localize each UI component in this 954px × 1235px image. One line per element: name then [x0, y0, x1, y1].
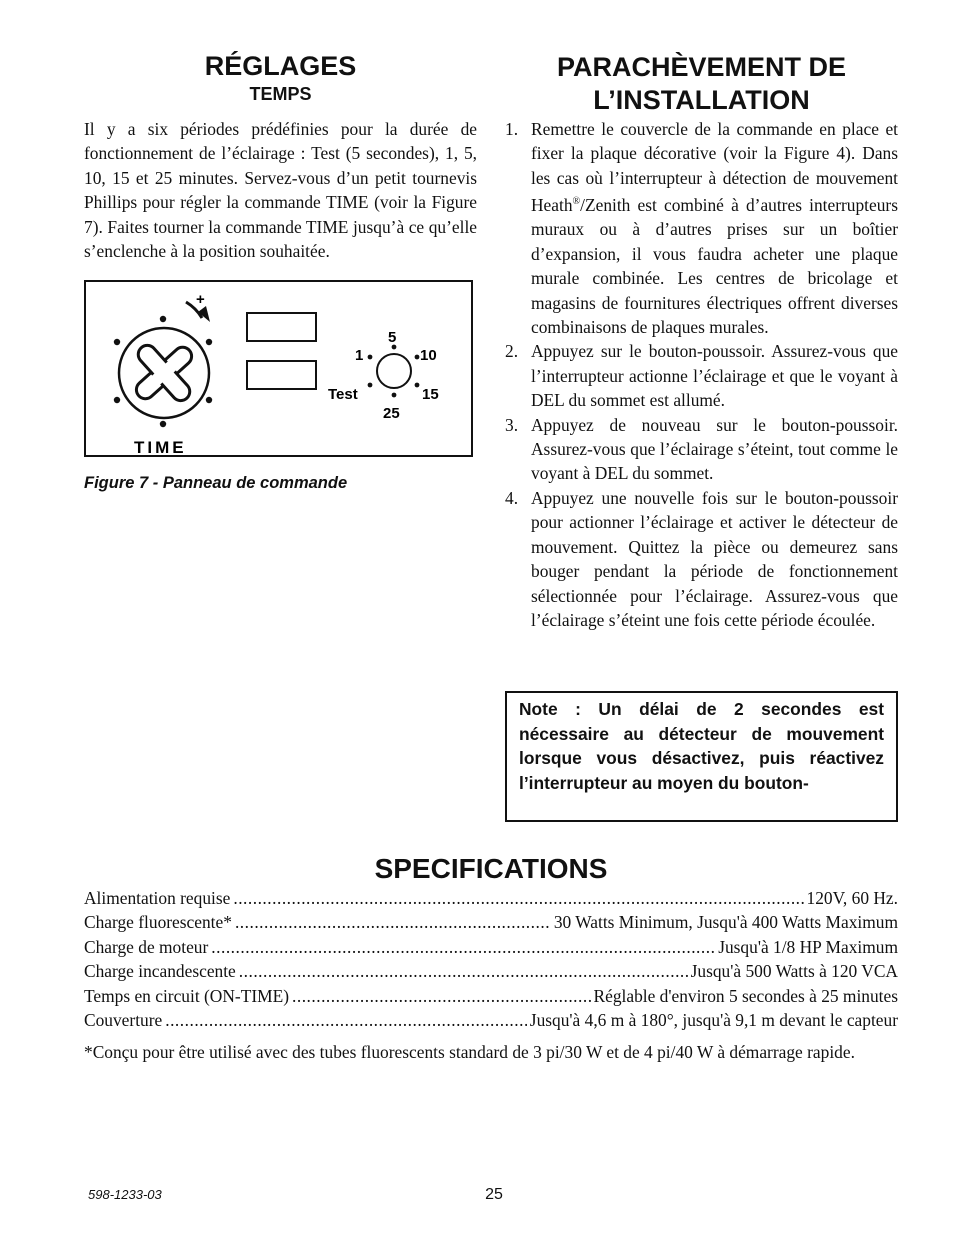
- step-text: Remettre le couvercle de la commande en place et fixer la plaque décorative (voir la Figure 4). Dans les cas où l’interrupteur à détection de mouvement Heath: [531, 119, 898, 216]
- settings-paragraph: Il y a six périodes prédéfinies pour la durée de fonctionnement de l’éclairage : Test (5 secondes), 1, 5, 10, 15 et 25 minutes. Servez-vous d’un petit tournevis Phillips pour régler la commande TIME (voir la Figure 7). Faites tourner la commande TIME jusqu’à ce qu’elle s’enclenche à la position souhaitée.: [84, 119, 477, 262]
- step-text: Appuyez sur le bouton-poussoir. Assurez-vous que l’interrupteur actionne l’éclairage et que le voyant à DEL du sommet est allumé.: [531, 341, 898, 411]
- step-text: Appuyez une nouvelle fois sur le bouton-poussoir pour actionner l’éclairage et activer le détecteur de mouvement. Quittez la pièce ou demeurez sans bouger pendant la période de fonctionnement sélectionnée pour l’éclairage. Assurez-vous que l’éclairage s’éteint une fois cette période écoulée.: [531, 487, 898, 630]
- list-item: [505, 413, 898, 486]
- page-number: 25: [485, 1186, 503, 1203]
- dial-label-5: 5: [388, 329, 397, 346]
- spec-label: Charge fluorescente*: [84, 912, 232, 933]
- spec-value: Jusqu'à 1/8 HP Maximum: [718, 936, 898, 957]
- spec-row: [84, 1008, 898, 1032]
- spec-row: [84, 984, 898, 1008]
- spec-label: Temps en circuit (ON-TIME): [84, 985, 289, 1006]
- installation-heading-line1: PARACHÈVEMENT DE: [556, 52, 847, 82]
- dial-label-test: Test: [328, 386, 358, 403]
- spec-row: [84, 935, 898, 959]
- spec-value: Jusqu'à 4,6 m à 180°, jusqu'à 9,1 m devant le capteur: [529, 1010, 898, 1031]
- indicator-slot-top: [247, 313, 316, 341]
- specifications-heading: SPECIFICATIONS: [374, 853, 608, 884]
- time-knob: [116, 325, 212, 421]
- note-text: Note : Un délai de 2 secondes est nécessaire au détecteur de mouvement lorsque vous désactivez, puis réactivez l’interrupteur au moyen du bouton-: [519, 699, 884, 793]
- spec-value: 30 Watts Minimum, Jusqu'à 400 Watts Maximum: [553, 912, 898, 933]
- dot-leader: [239, 959, 688, 983]
- spec-value: Réglable d'environ 5 secondes à 25 minutes: [593, 985, 898, 1006]
- dot-leader: [165, 1008, 527, 1032]
- installation-steps: [505, 117, 898, 632]
- dot-leader: [292, 984, 591, 1008]
- installation-section: [505, 117, 898, 632]
- step-number: 1.: [505, 119, 519, 139]
- spec-value: Jusqu'à 500 Watts à 120 VCA: [690, 961, 898, 982]
- dot-leader: [235, 910, 551, 934]
- spec-row: [84, 886, 898, 910]
- time-subheading: TEMPS: [249, 84, 312, 104]
- step-text: Appuyez de nouveau sur le bouton-poussoir. Assurez-vous que l’éclairage s’éteint, tout comme le voyant à DEL du sommet.: [531, 414, 898, 484]
- time-dial: [368, 345, 420, 398]
- list-item: [505, 339, 898, 412]
- control-panel-drawing: [86, 282, 471, 455]
- dial-label-10: 10: [420, 347, 437, 364]
- spec-value: 120V, 60 Hz.: [806, 888, 898, 908]
- figure-caption: Figure 7 - Panneau de commande: [84, 474, 348, 492]
- indicator-slot-bottom: [247, 361, 316, 389]
- settings-heading: RÉGLAGES: [204, 51, 357, 81]
- spec-label: Charge de moteur: [84, 936, 209, 957]
- dot-leader: [211, 935, 715, 959]
- settings-section: [84, 117, 477, 263]
- step-text: /Zenith est combiné à d’autres interrupteurs muraux ou à d’autres prises sur un boîtier d’expansion, il vous faudra acheter une plaque murale combinée. Les centres de bricolage et magasins de fournitures électriques offrent diverses combinaisons de plaques murales.: [531, 195, 898, 338]
- document-number: 598-1233-03: [88, 1187, 162, 1202]
- spec-label: Couverture: [84, 1010, 163, 1031]
- list-item: [505, 486, 898, 632]
- spec-row: [84, 959, 898, 983]
- specifications-list: [84, 886, 898, 1032]
- registered-mark: ®: [572, 196, 581, 208]
- spec-row: [84, 910, 898, 934]
- plus-label: +: [196, 291, 205, 308]
- step-number: 2.: [505, 341, 519, 362]
- spec-label: Alimentation requise: [84, 888, 231, 908]
- dot-leader: [233, 886, 803, 910]
- dial-label-25: 25: [383, 405, 400, 422]
- note-box: [505, 691, 898, 822]
- control-panel-figure: [84, 280, 473, 457]
- installation-heading-line2: L’INSTALLATION: [593, 85, 810, 115]
- step-number: 4.: [505, 487, 519, 508]
- dial-label-1: 1: [355, 347, 364, 364]
- step-number: 3.: [505, 414, 519, 435]
- specifications-footnote: *Conçu pour être utilisé avec des tubes fluorescents standard de 3 pi/30 W et de 4 pi/40 W à démarrage rapide.: [84, 1042, 855, 1062]
- list-item: [505, 117, 898, 339]
- dial-label-15: 15: [422, 386, 439, 403]
- time-label: TIME: [134, 438, 187, 455]
- spec-label: Charge incandescente: [84, 961, 236, 982]
